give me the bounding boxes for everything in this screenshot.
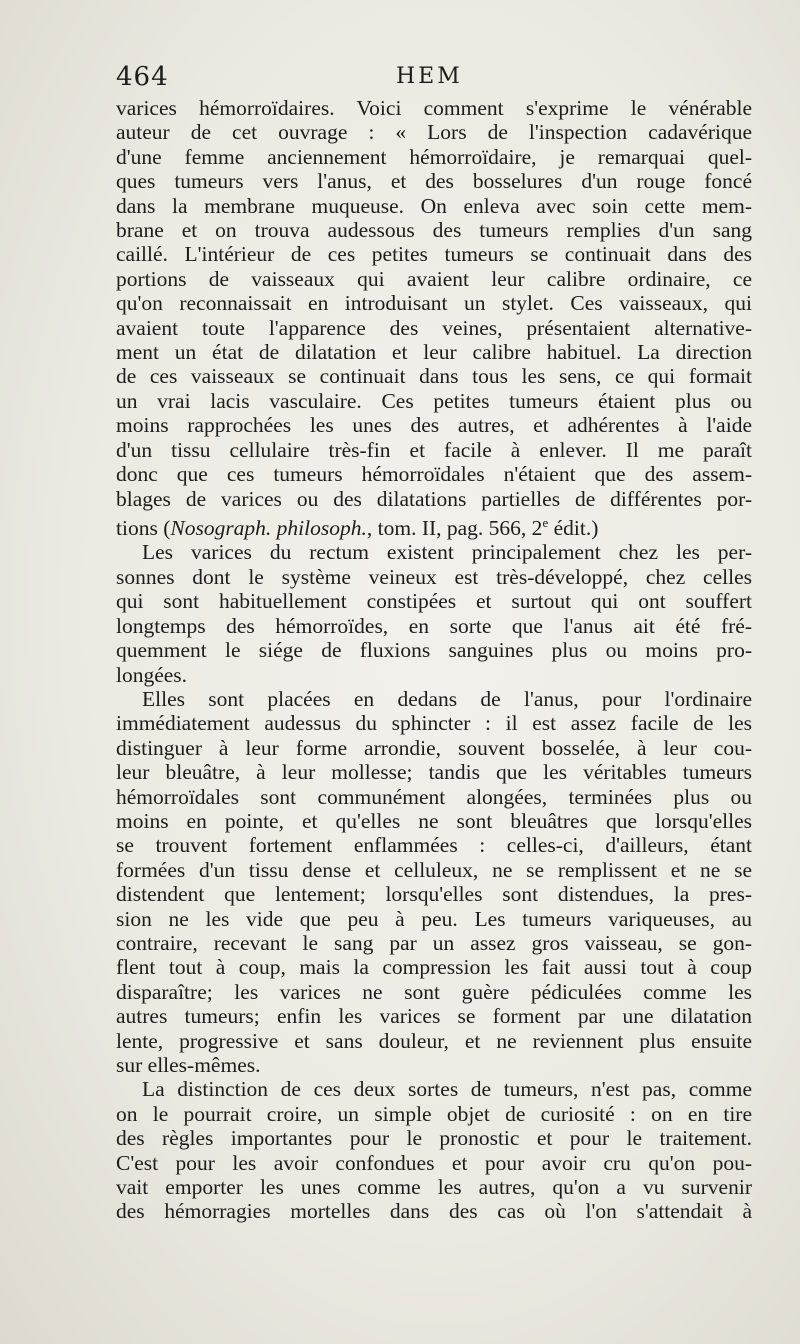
text-line: disparaître; les varices ne sont guère pédiculées comme les xyxy=(116,979,752,1004)
text-line: varices hémorroïdaires. Voici comment s'exprime le vénérable xyxy=(116,96,752,120)
paragraph-1 xyxy=(116,96,752,540)
text-line: ques tumeurs vers l'anus, et des bosselures d'un rouge foncé xyxy=(116,169,752,194)
text-line: distinguer à leur forme arrondie, souvent bosselée, à leur cou- xyxy=(116,735,752,760)
text-line: La distinction de ces deux sortes de tumeurs, n'est pas, comme xyxy=(142,1077,752,1102)
text-line: dans la membrane muqueuse. On enleva avec soin cette mem- xyxy=(116,193,752,218)
text-line-citation xyxy=(116,511,752,541)
paragraph-3 xyxy=(116,687,752,1078)
citation-edition-sup: e xyxy=(542,514,549,530)
text-line: hémorroïdales sont communément alongées, terminées plus ou xyxy=(116,784,752,809)
text-line: d'une femme anciennement hémorroïdaire, je remarquai quel- xyxy=(116,144,752,169)
text-line: contraire, recevant le sang par un assez gros vaisseau, se gon- xyxy=(116,930,752,955)
text-line: qui sont habituellement constipées et surtout qui ont souffert xyxy=(116,589,752,614)
text-line: Les varices du rectum existent principalement chez les per- xyxy=(142,540,752,565)
text-line: donc que ces tumeurs hémorroïdales n'étaient que des assem- xyxy=(116,462,752,487)
text-line: auteur de cet ouvrage : « Lors de l'inspection cadavérique xyxy=(116,120,752,145)
text-line: brane et on trouva audessous des tumeurs remplies d'un sang xyxy=(116,218,752,243)
text-line: quemment le siége de fluxions sanguines plus ou moins pro- xyxy=(116,638,752,663)
text-line: caillé. L'intérieur de ces petites tumeurs se continuait dans des xyxy=(116,242,752,267)
paragraph-4 xyxy=(116,1077,752,1223)
page-number: 464 xyxy=(116,62,169,92)
text-line: immédiatement audessus du sphincter : il est assez facile de les xyxy=(116,711,752,736)
text-line: sion ne les vide que peu à peu. Les tumeurs variqueuses, au xyxy=(116,906,752,931)
text-line: moins en pointe, et qu'elles ne sont bleuâtres que lorsqu'elles xyxy=(116,808,752,833)
text-line: d'un tissu cellulaire très-fin et facile à enlever. Il me paraît xyxy=(116,437,752,462)
citation-end: édit.) xyxy=(548,516,599,541)
paragraph-2 xyxy=(116,540,752,686)
text-line: des règles importantes pour le pronostic et pour le traitement. xyxy=(116,1126,752,1151)
text-line: leur bleuâtre, à leur mollesse; tandis que les véritables tumeurs xyxy=(116,760,752,785)
text-line: se trouvent fortement enflammées : celles-ci, d'ailleurs, étant xyxy=(116,833,752,858)
text-line: flent tout à coup, mais la compression les fait aussi tout à coup xyxy=(116,955,752,980)
citation-title: Nosograph. philosoph. xyxy=(170,516,367,541)
citation-prefix: tions ( xyxy=(116,516,171,541)
text-line: de ces vaisseaux se continuait dans tous les sens, ce qui formait xyxy=(116,364,752,389)
text-line: distendent que lentement; lorsqu'elles sont distendues, la pres- xyxy=(116,882,752,907)
text-line: sur elles-mêmes. xyxy=(116,1053,261,1077)
text-line: ment un état de dilatation et leur calibre habituel. La direction xyxy=(116,340,752,365)
text-line: moins rapprochées les unes des autres, et adhérentes à l'aide xyxy=(116,413,752,438)
text-line: blages de varices ou des dilatations partielles de différentes por- xyxy=(116,486,752,511)
citation-ref: , tom. II, pag. 566, 2 xyxy=(366,516,543,541)
page-header xyxy=(116,62,752,94)
text-line: portions de vaisseaux qui avaient leur calibre ordinaire, ce xyxy=(116,266,752,291)
text-line: Elles sont placées en dedans de l'anus, pour l'ordinaire xyxy=(142,686,752,711)
text-line: formées d'un tissu dense et celluleux, ne se remplissent et ne se xyxy=(116,857,752,882)
text-line: vait emporter les unes comme les autres, qu'on a vu survenir xyxy=(116,1175,752,1200)
text-line: qu'on reconnaissait en introduisant un stylet. Ces vaisseaux, qui xyxy=(116,291,752,316)
text-line: on le pourrait croire, un simple objet de curiosité : on en tire xyxy=(116,1101,752,1126)
text-line: des hémorragies mortelles dans des cas où l'on s'attendait à xyxy=(116,1199,752,1224)
text-line: longées. xyxy=(116,662,188,687)
text-line: sonnes dont le système veineux est très-développé, chez celles xyxy=(116,564,752,589)
text-line: lente, progressive et sans douleur, et ne reviennent plus ensuite xyxy=(116,1028,752,1053)
running-head: HEM xyxy=(396,64,463,89)
text-line: avaient toute l'apparence des veines, présentaient alternative- xyxy=(116,315,752,340)
text-line: C'est pour les avoir confondues et pour avoir cru qu'on pou- xyxy=(116,1150,752,1175)
body-text xyxy=(116,96,752,1224)
text-line: un vrai lacis vasculaire. Ces petites tumeurs étaient plus ou xyxy=(116,388,752,413)
text-line: autres tumeurs; enfin les varices se forment par une dilatation xyxy=(116,1004,752,1029)
text-line: longtemps des hémorroïdes, en sorte que l'anus ait été fré- xyxy=(116,613,752,638)
